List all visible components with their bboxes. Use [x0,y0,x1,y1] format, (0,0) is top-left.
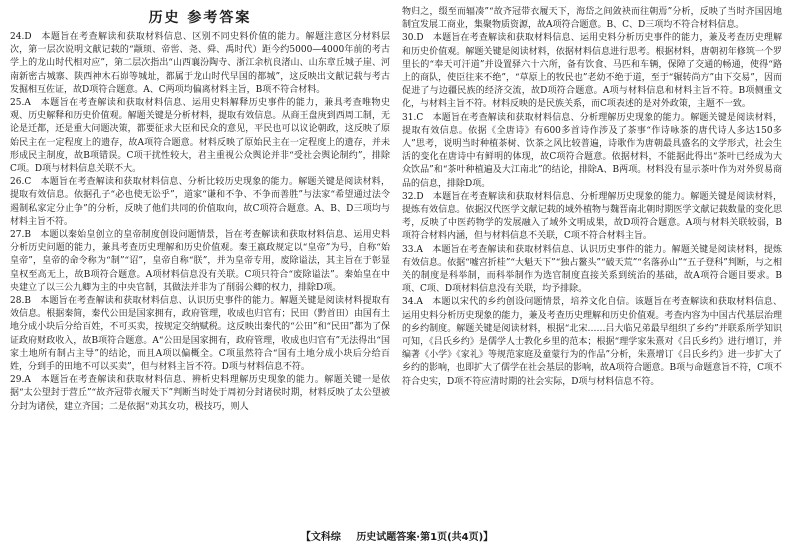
answer-29-continued: 物归之，缀至而辐凑”“故齐冠带衣履天下，海岱之间敛袂而往朝焉”分析，反映了当时齐国因地制宜发展工商业，集聚物质资源，故A项符合题意。B、C、D三项均不符合材料信息。 [402,7,782,31]
page-title: 历史 参考答案 [148,10,252,26]
answer-32: 32.D 本题旨在考查解读和获取材料信息、分析理解历史现象的能力。解题关键是阅读材料，提炼有效信息。依据汉代医学文献记载的域外植物与魏晋南北朝时期医学文献记载数量的变化思考，反映了中医药物学的发展融入了域外文明成果，故D项符合题意。A项与材料关联较弱，B项符合材料内涵，但与材料信息不关联，C项不符合材料主旨。 [402,191,782,242]
footer-page-info: 历史试题答案·第1页(共4页)】 [356,532,494,543]
left-column [10,6,390,414]
answer-34: 34.A 本题以宋代的乡约创设问题情景，培养文化自信。该题旨在考查解读和获取材料信息、运用史料分析历史现象的能力，兼及考查历史理解和历史价值观。考查内容为中国古代基层治理的乡约制度。解题关键是阅读材料，根据“北宋……吕大临兄弟最早组织了乡约”并联系所学知识可知，《吕氏乡约》是儒学人士教化乡里的范本；根据“理学家朱熹对《吕氏乡约》进行增订，并编著《小学》《家礼》等规范家庭及童蒙行为的作品”分析，朱熹增订《吕氏乡约》进一步扩大了乡约的影响，也即扩大了儒学在社会基层的影响，故A项符合题意。B项与命题意旨不符，C项不符合史实，D项不符应清时期的社会实际，D项与材料信息不符。 [402,297,783,387]
answer-25: 25.A 本题旨在考查解读和获取材料信息、运用史料解释历史事件的能力，兼具考查唯物史观、历史解释和历史价值观。解题关键是分析材料，提取有效信息。从商王盘庚到西周工制，无论是迁都，还是重大问题决策，都要征求大臣和民众的意见，平民也可以议论朝政，这反映了原始民主在一定程度上的遗存，故A项符合题意。材料反映了原始民主在一定程度上的遗存，并未形成民主制度，故B项错误。C项干扰性较大，君主重视公众舆论并非“受社会舆论制约”，排除C项。D项与材料信息关联不大。 [10,98,390,175]
footer-subject: 【文科综 [300,532,341,543]
answer-24: 24.D 本题旨在考查解读和获取材料信息、区别不同史料价值的能力。解题注意区分材料层次，第一层次说明文献记载的“颛顼、帝喾、尧、舜、禹时代）距今约5000—4000年前的考古学上的龙山时代相对应”，第二层次指出“山西襄汾陶寺、浙江余杭良渚山、山东章丘城子崖、河南新密古城寨、陕西神木石峁等城址，都属于龙山时代早国的都城”，这反映出文献记载与考古发掘相互佐证，故D项符合题意。A、C两项均偏离材料主旨，B项不符合材料。 [10,32,390,95]
answer-29: 29.A 本题旨在考查解读和获取材料信息、辨析史料理解历史现象的能力。解题关键一是依据“太公望封于营丘”“故齐冠带衣履天下”判断当时处于周初分封诸侯时期，材料反映了太公望被分封为诸侯，建立齐国；二是依据“劝其女功，极技巧，则人 [10,375,390,412]
answer-30: 30.D 本题旨在考查解读和获取材料信息、运用史料分析历史事件的能力，兼及考查历史理解和历史价值观。解题关键是阅读材料，依据材料信息进行思考。根据材料，唐朝初年修筑一个罗里长的“奉天可汗道”并设置驿六十六所，备有饮食、马匹和车辆，保障了交通的畅通，使得“路上的商队，使臣往来不绝”，“草原上的牧民也”老幼不绝于道，至于“辗转尚方”由下交易”，因而促进了与边疆民族的经济交流，故D项符合题意。A项与材料信息和材料主旨不符。B项侧重文化，与材料主旨不符。材料反映的是民族关系，而C项表述的是对外政策，主题不一致。 [402,33,782,110]
answer-26: 26.C 本题旨在考查解读和获取材料信息、分析比较历史现象的能力。解题关键是阅读材料，提取有效信息。依据孔子“必也使无讼乎”，道家“谦和不争、不争而善胜”与法家“希望通过法令遏制私家定分止争”的分析，反映了他们共同的价值取向，故C项符合题意。A、B、D三项均与材料主旨不符。 [10,177,390,227]
answer-28: 28.B 本题旨在考查解读和获取材料信息、认识历史事件的能力。解题关键是阅读材料提取有效信息。根据秦简，秦代公田是国家拥有，政府管理，收成也归官有；民田（黔首田）由国有土地分成小块后分给百姓，不可买卖，按规定交纳赋税。这反映出秦代的“公田”和“民田”都为了保证政府财政收入，故B项符合题意。A“公田是国家拥有，政府管理，收成也归官有”无法得出“国家土地所有制占主导”的结论，而且A项以偏概全。C项虽然符合“国有土地分成小块后分给百姓，分到手的田地不可以买卖”，但与材料主旨不符。D项与材料信息不符。 [10,296,390,373]
answer-31: 31.C 本题旨在考查解读和获取材料信息、分析理解历史现象的能力。解题关键是阅读材料，提取有效信息。依据《全唐诗》有600多首诗作涉及了茶事“作诗咏茶的唐代诗人多达150多人”思考，说明当时种植茶树、饮茶之风比较普遍，诗歌作为唐朝最具盛名的文学形式，社会生活的变化在唐诗中有鲜明的体现，故C项符合题意。依据材料，不能据此得出“茶叶已经成为大众饮品”和“茶叶种植遍及大江南北”的结论，排除A、B两项。材料没有显示茶叶作为对外贸易商品的信息，排除D项。 [402,112,782,189]
answer-27: 27.B 本题以秦始皇创立的皇帝制度创设问题情景，旨在考查解读和获取材料信息、运用史料分析历史问题的能力，兼具考查历史理解和历史价值观。秦王嬴政规定以“皇帝”为号，自称“始皇帝”，皇帝的命令称为“制”“诏”，皇帝自称“朕”，并为皇帝专用，废除谥法，其主旨在于彰显皇权至高无上，故B项符合题意。A项材料信息没有关联。C项只符合“废除谥法”。秦始皇在中央建立了以三公九卿为主的中央官制，其做法并非为了削弱公卿的权力，排除D项。 [10,230,390,293]
answer-33: 33.A 本题旨在考查解读和获取材料信息、认识历史事件的能力。解题关键是阅读材料，提炼有效信息。依据“嘘宫折桂”“大魁天下”“独占鳌头”“破天荒”“名落孙山”“五子登科”判断，与之相关的制度是科举制，而科举制作为选官制度直接关系到统治的基础，故A项符合题目要求。B项、C项、D项材料信息没有关联，均予排除。 [402,244,782,295]
page-footer [0,528,794,543]
right-column [402,6,782,389]
